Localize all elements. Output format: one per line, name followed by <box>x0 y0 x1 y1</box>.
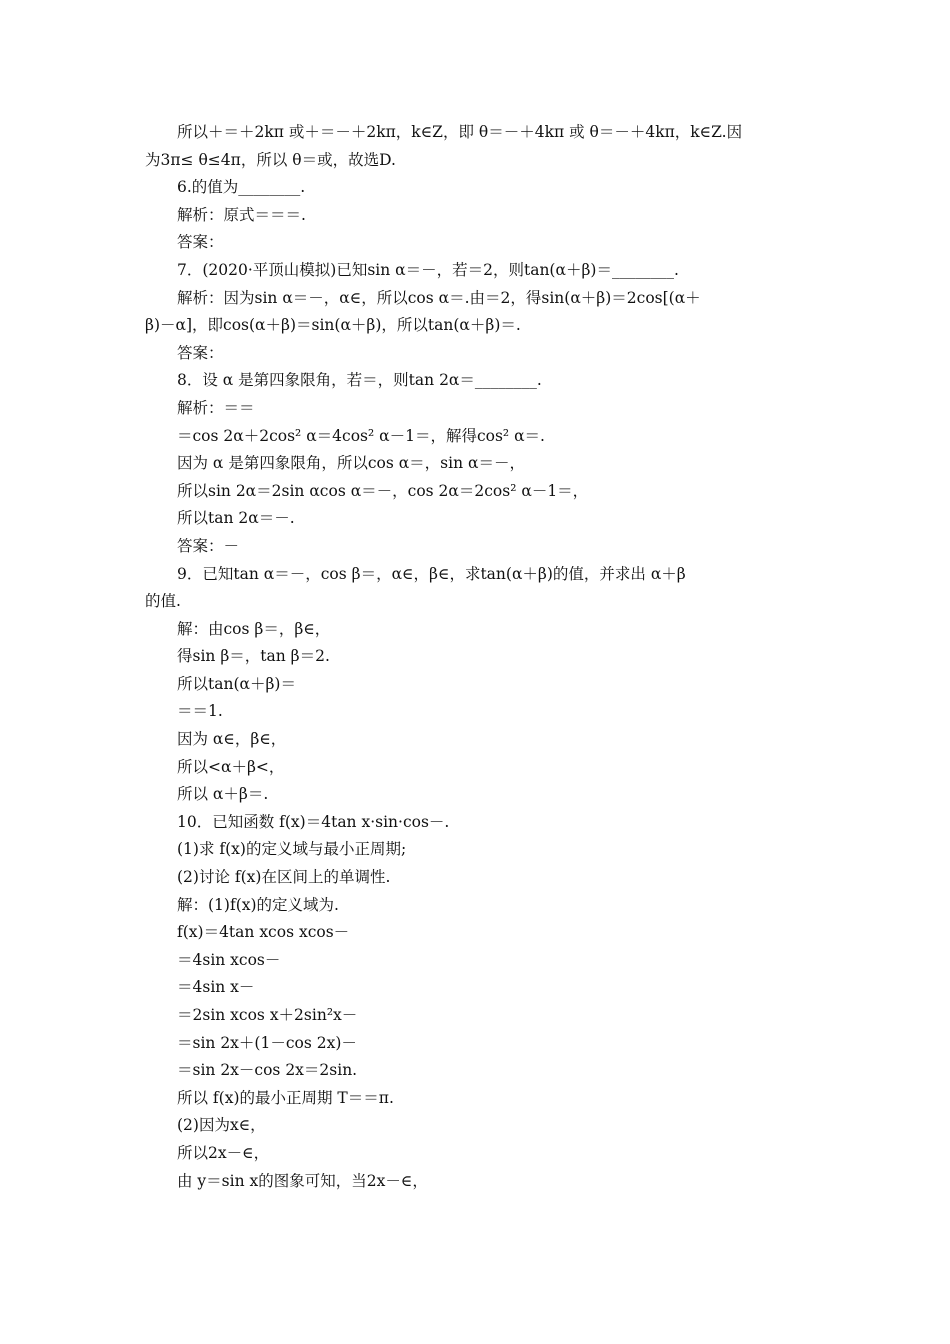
text-line: 的值. <box>145 592 181 611</box>
text-line: f(x)＝4tan xcos xcos－ <box>177 923 350 942</box>
text-line: 所以tan 2α＝－. <box>177 509 295 528</box>
text-line: 9．已知tan α＝－，cos β＝，α∈，β∈，求tan(α＋β)的值，并求出 α＋β <box>177 564 686 583</box>
text-line: 所以2x－∈， <box>177 1143 270 1162</box>
text-line: 解析：原式＝＝＝. <box>177 205 306 224</box>
text-line: 6.的值为________. <box>177 178 306 197</box>
text-line: ＝2sin xcos x＋2sin²x－ <box>177 1006 358 1024</box>
text-line: 因为 α 是第四象限角，所以cos α＝，sin α＝－， <box>177 454 525 473</box>
text-line: 得sin β＝，tan β＝2. <box>177 647 330 666</box>
text-line: ＝cos 2α＋2cos² α＝4cos² α－1＝，解得cos² α＝. <box>177 426 545 445</box>
text-line: 7．(2020·平顶山模拟)已知sin α＝－，若＝2，则tan(α＋β)＝________. <box>177 260 679 279</box>
text-line: 答案：－ <box>177 536 240 555</box>
text-line: 因为 α∈，β∈， <box>177 730 287 749</box>
text-line: 由 y＝sin x的图象可知，当2x－∈， <box>177 1171 428 1190</box>
text-line: 所以 f(x)的最小正周期 T＝＝π. <box>177 1088 394 1107</box>
text-line: 10．已知函数 f(x)＝4tan x·sin·cos－. <box>177 812 450 831</box>
text-line: (1)求 f(x)的定义域与最小正周期; <box>177 840 407 859</box>
text-line: 8．设 α 是第四象限角，若＝，则tan 2α＝________. <box>177 371 542 390</box>
text-line: (2)因为x∈， <box>177 1116 266 1135</box>
text-line: 答案： <box>177 343 224 362</box>
text-line: 解：(1)f(x)的定义域为. <box>177 895 339 914</box>
text-line: ＝sin 2x＋(1－cos 2x)－ <box>177 1033 357 1052</box>
text-line: ＝＝1. <box>177 702 223 721</box>
text-line: 所以＋＝＋2kπ 或＋＝－＋2kπ，k∈Z，即 θ＝－＋4kπ 或 θ＝－＋4kπ，k∈Z.因 <box>177 123 743 141</box>
text-line: 解：由cos β＝，β∈， <box>177 619 331 638</box>
text-line: 解析：因为sin α＝－，α∈，所以cos α＝.由＝2，得sin(α＋β)＝2cos[(α＋ <box>177 288 701 307</box>
text-line: 所以sin 2α＝2sin αcos α＝－，cos 2α＝2cos² α－1＝， <box>177 481 589 500</box>
text-line: β)－α]，即cos(α＋β)＝sin(α＋β)，所以tan(α＋β)＝. <box>145 316 521 335</box>
document-body <box>145 119 810 1195</box>
text-line: 所以<α＋β<， <box>177 757 285 776</box>
text-line: 答案： <box>177 233 224 252</box>
text-line: 解析：＝＝ <box>177 398 255 417</box>
text-line: 为3π≤ θ≤4π，所以 θ＝或，故选D. <box>145 150 396 169</box>
text-line: 所以 α＋β＝. <box>177 785 269 804</box>
text-line: ＝sin 2x－cos 2x＝2sin. <box>177 1061 358 1080</box>
text-line: ＝4sin x－ <box>177 978 255 997</box>
text-line: ＝4sin xcos－ <box>177 950 281 969</box>
text-line: (2)讨论 f(x)在区间上的单调性. <box>177 868 391 887</box>
text-line: 所以tan(α＋β)＝ <box>177 674 296 693</box>
